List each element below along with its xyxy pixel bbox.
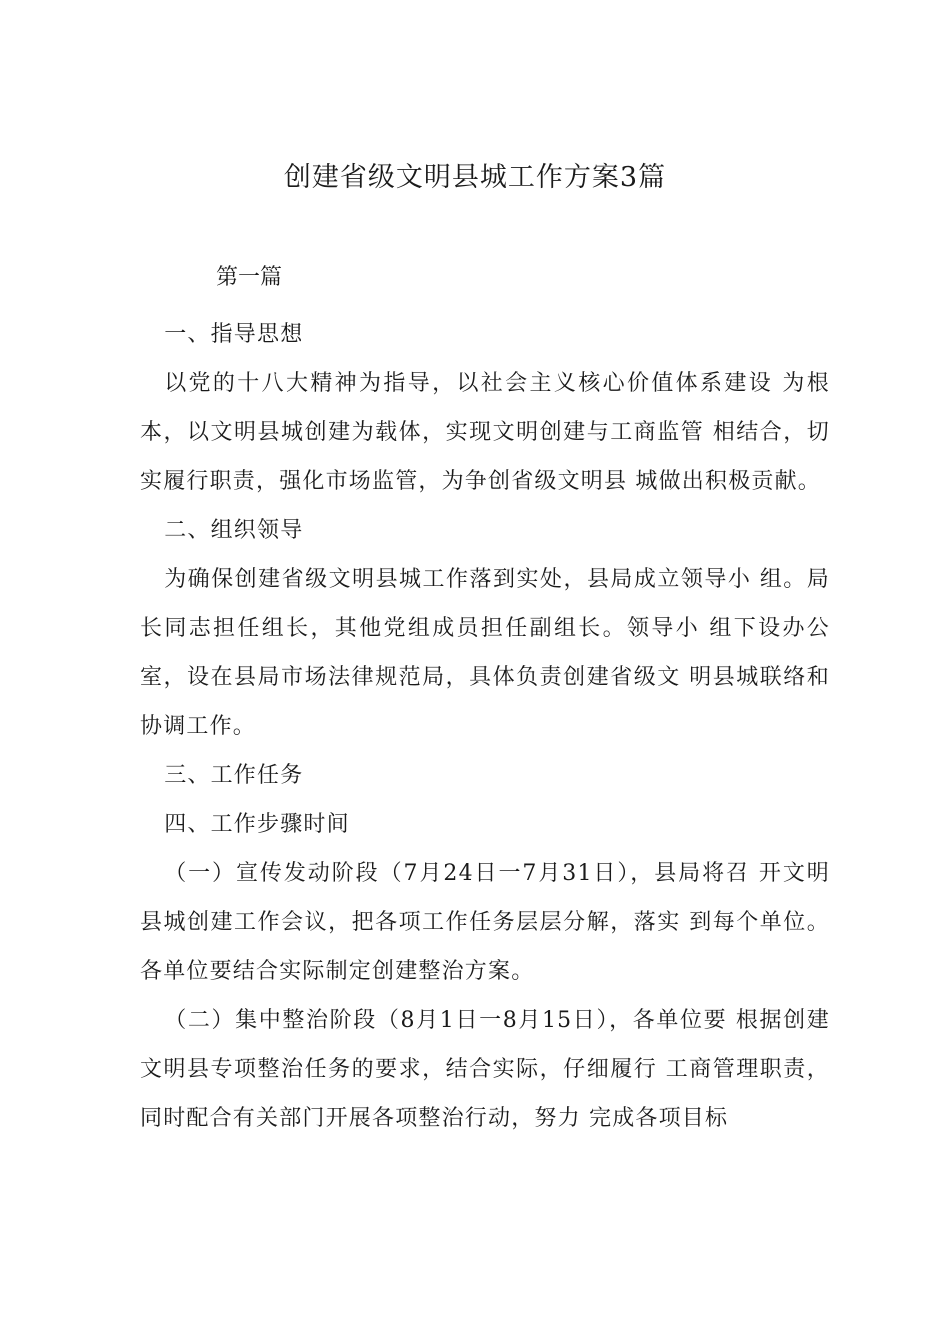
- section-heading: 一、指导思想: [164, 322, 304, 347]
- section-heading: 三、工作任务: [164, 763, 304, 788]
- document-title: 创建省级文明县城工作方案3篇: [283, 162, 667, 193]
- body-paragraph: 以党的十八大精神为指导，以社会主义核心价值体系建设 为根本，以文明县城创建为载体，实现文明创建与工商监管 相结合，切实履行职责，强化市场监管，为争创省级文明县 城做出积极贡献。: [140, 371, 830, 494]
- body-paragraph: （二）集中整治阶段（8月1日一8月15日），各单位要 根据创建文明县专项整治任务的要求，结合实际，仔细履行 工商管理职责，同时配合有关部门开展各项整治行动，努力 完成各项目标: [140, 1008, 830, 1131]
- section-heading: 四、工作步骤时间: [164, 812, 350, 837]
- document-body: [140, 310, 830, 1143]
- part-label: 第一篇: [216, 265, 283, 290]
- body-paragraph: 为确保创建省级文明县城工作落到实处，县局成立领导小 组。局长同志担任组长，其他党组成员担任副组长。领导小 组下设办公室，设在县局市场法律规范局，具体负责创建省级文 明县城联络和协调工作。: [140, 567, 830, 739]
- body-paragraph: （一）宣传发动阶段（7月24日一7月31日），县局将召 开文明县城创建工作会议，把各项工作任务层层分解，落实 到每个单位。各单位要结合实际制定创建整治方案。: [140, 861, 830, 984]
- section-heading: 二、组织领导: [164, 518, 304, 543]
